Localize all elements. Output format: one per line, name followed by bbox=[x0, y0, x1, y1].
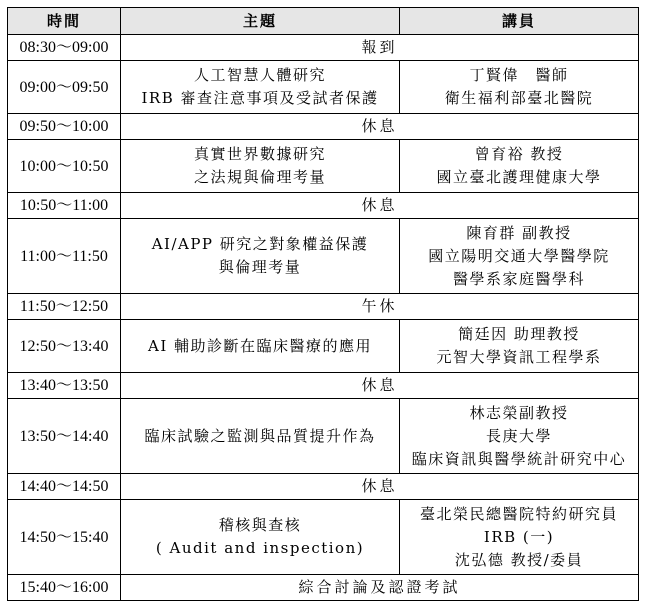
speaker-cell bbox=[400, 219, 639, 294]
table-row bbox=[8, 61, 639, 114]
topic-cell bbox=[121, 320, 400, 373]
speaker-cell bbox=[400, 140, 639, 193]
topic-line: 臨床試驗之監測與品質提升作為 bbox=[144, 426, 376, 445]
speaker-line: 臨床資訊與醫學統計研究中心 bbox=[411, 449, 627, 468]
session-cell: 休息 bbox=[121, 193, 639, 219]
topic-line: 真實世界數據研究 bbox=[193, 145, 326, 163]
time-cell: 15:40～16:00 bbox=[8, 575, 121, 601]
agenda-table bbox=[7, 7, 639, 601]
speaker-line: 衛生福利部臺北醫院 bbox=[444, 89, 594, 107]
table-row bbox=[8, 320, 639, 373]
time-cell: 09:50～10:00 bbox=[8, 114, 121, 140]
time-cell: 08:30～09:00 bbox=[8, 35, 121, 61]
topic-line: 稽核與查核 bbox=[218, 516, 302, 534]
time-cell: 14:50～15:40 bbox=[8, 500, 121, 575]
time-cell: 10:00～10:50 bbox=[8, 140, 121, 193]
header-topic: 主題 bbox=[121, 8, 400, 35]
speaker-line: 簡廷因 助理教授 bbox=[458, 325, 580, 343]
topic-line: 之法規與倫理考量 bbox=[193, 168, 326, 186]
topic-line: 人工智慧人體研究 bbox=[193, 66, 326, 84]
session-cell: 報到 bbox=[121, 35, 639, 61]
speaker-cell bbox=[400, 399, 639, 474]
table-row bbox=[8, 474, 639, 500]
speaker-cell bbox=[400, 500, 639, 575]
time-cell: 10:50～11:00 bbox=[8, 193, 121, 219]
topic-cell bbox=[121, 399, 400, 474]
topic-cell bbox=[121, 61, 400, 114]
time-cell: 12:50～13:40 bbox=[8, 320, 121, 373]
speaker-line: 醫學系家庭醫學科 bbox=[452, 269, 585, 288]
topic-cell bbox=[121, 140, 400, 193]
topic-line: IRB 審查注意事項及受試者保護 bbox=[141, 89, 379, 107]
speaker-cell bbox=[400, 320, 639, 373]
table-row bbox=[8, 399, 639, 474]
speaker-line: 臺北榮民總醫院特約研究員 bbox=[419, 504, 618, 523]
header-speaker: 講員 bbox=[400, 8, 639, 35]
time-cell: 09:00～09:50 bbox=[8, 61, 121, 114]
speaker-line: 丁賢偉 醫師 bbox=[469, 66, 569, 84]
session-cell: 休息 bbox=[121, 373, 639, 399]
topic-line: ( Audit and inspection) bbox=[155, 539, 365, 557]
session-cell: 休息 bbox=[121, 114, 639, 140]
table-row bbox=[8, 114, 639, 140]
time-cell: 11:50～12:50 bbox=[8, 294, 121, 320]
speaker-line: 長庚大學 bbox=[485, 426, 552, 445]
time-cell: 14:40～14:50 bbox=[8, 474, 121, 500]
header-time: 時間 bbox=[8, 8, 121, 35]
speaker-line: 陳育群 副教授 bbox=[466, 223, 572, 242]
speaker-line: 沈弘德 教授/委員 bbox=[454, 550, 584, 569]
speaker-line: 國立臺北護理健康大學 bbox=[436, 168, 602, 186]
table-row bbox=[8, 373, 639, 399]
topic-line: 與倫理考量 bbox=[218, 258, 302, 276]
table-row bbox=[8, 193, 639, 219]
table-row bbox=[8, 140, 639, 193]
session-cell: 休息 bbox=[121, 474, 639, 500]
time-cell: 13:50～14:40 bbox=[8, 399, 121, 474]
table-row bbox=[8, 35, 639, 61]
speaker-line: 林志榮副教授 bbox=[469, 403, 569, 422]
session-cell: 綜合討論及認證考試 bbox=[121, 575, 639, 601]
session-cell: 午休 bbox=[121, 294, 639, 320]
speaker-cell bbox=[400, 61, 639, 114]
table-row bbox=[8, 294, 639, 320]
table-row bbox=[8, 219, 639, 294]
speaker-line: 國立陽明交通大學醫學院 bbox=[428, 246, 610, 265]
table-row bbox=[8, 575, 639, 601]
table-row bbox=[8, 500, 639, 575]
time-cell: 11:00～11:50 bbox=[8, 219, 121, 294]
speaker-line: 元智大學資訊工程學系 bbox=[436, 348, 602, 366]
topic-line: AI/APP 研究之對象權益保護 bbox=[151, 235, 369, 253]
header-row bbox=[8, 8, 639, 35]
speaker-line: 曾育裕 教授 bbox=[474, 145, 564, 163]
topic-cell bbox=[121, 500, 400, 575]
topic-cell bbox=[121, 219, 400, 294]
time-cell: 13:40～13:50 bbox=[8, 373, 121, 399]
topic-line: AI 輔助診斷在臨床醫療的應用 bbox=[147, 336, 373, 355]
speaker-line: IRB (一) bbox=[483, 527, 555, 546]
